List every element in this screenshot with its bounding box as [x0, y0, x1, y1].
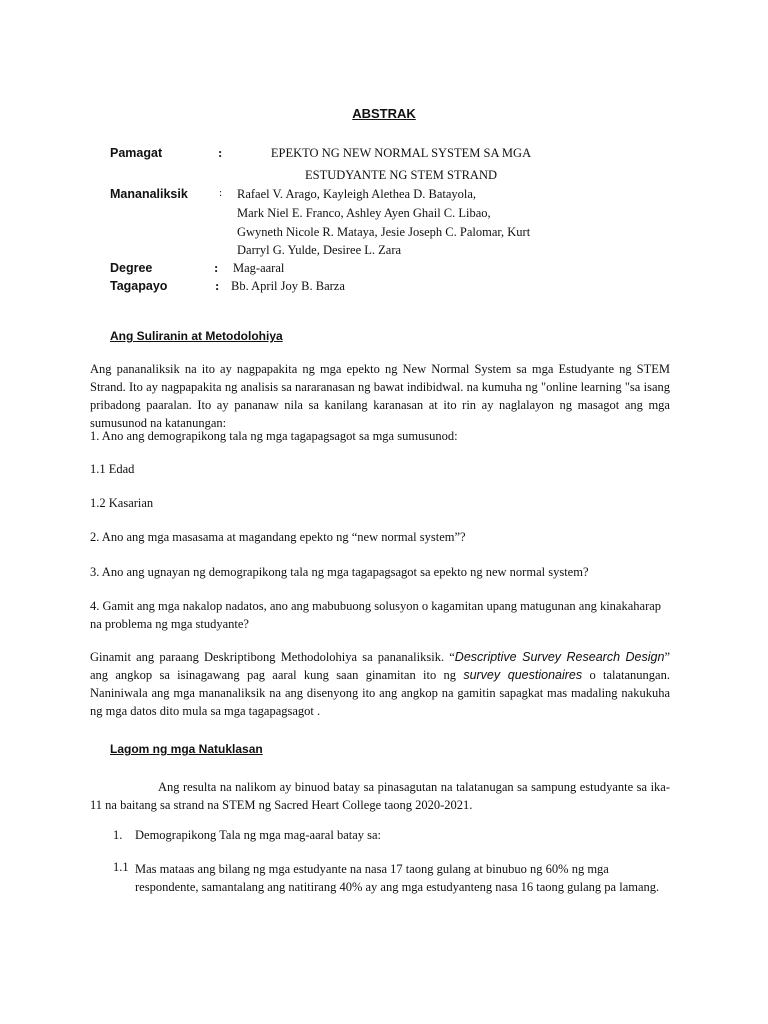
methodology-design-term: Descriptive Survey Research Design: [454, 650, 665, 664]
mananaliksik-label: Mananaliksik: [110, 187, 188, 201]
mananaliksik-line: Darryl G. Yulde, Desiree L. Zara: [237, 243, 402, 257]
pamagat-line2: ESTUDYANTE NG STEM STRAND: [304, 168, 498, 182]
methodology-survey-term: survey questionaires: [463, 668, 583, 682]
lagom-intro-paragraph: Ang resulta na nalikom ay binuod batay sa pinasagutan na talatanugan sa sampung estudyante sa ika- 11 na baitang sa strand na STEM ng Sacred Heart College taong 2020-2021.: [90, 780, 670, 812]
mananaliksik-line: Gwyneth Nicole R. Mataya, Jesie Joseph C. Palomar, Kurt: [237, 225, 531, 239]
findings-item-1-1-text: Mas mataas ang bilang ng mga estudyante na nasa 17 taong gulang at binubuo ng 60% ng mga respondente, samantalang ang natitirang 40% ay ang mga estudyanteng nasa 16 taong gulang pa lamang.: [135, 862, 660, 894]
methodology-text: o talatanungan. Naniniwala ang mga mananaliksik na ang disenyong ito ang angkop na gamitin sapagkat mas madaling nakukuha ng mga datos dito mula sa mga tagapagsagot .: [90, 668, 670, 718]
tagapayo-value: Bb. April Joy B. Barza: [231, 279, 345, 293]
question-3: 3. Ano ang ugnayan ng demograpikong tala ng mga tagapagsagot sa epekto ng new normal system?: [90, 565, 589, 579]
page-title: ABSTRAK: [352, 106, 416, 121]
methodology-paragraph: [90, 648, 670, 720]
pamagat-label: Pamagat: [110, 146, 163, 160]
question-1: 1. Ano ang demograpikong tala ng mga tagapagsagot sa mga sumusunod:: [90, 429, 458, 443]
question-2: 2. Ano ang mga masasama at magandang epekto ng “new normal system”?: [90, 530, 466, 544]
section-heading-suliranin: Ang Suliranin at Metodolohiya: [110, 329, 283, 343]
degree-label: Degree: [110, 261, 153, 275]
mananaliksik-colon: :: [219, 187, 223, 199]
mananaliksik-line: Mark Niel E. Franco, Ashley Ayen Ghail C. Libao,: [237, 206, 491, 220]
mananaliksik-line: Rafael V. Arago, Kayleigh Alethea D. Batayola,: [237, 187, 477, 201]
findings-item-1-text: Demograpikong Tala ng mga mag-aaral batay sa:: [135, 828, 382, 842]
methodology-text: Ginamit ang paraang Deskriptibong Methodolohiya sa pananaliksik. “: [90, 650, 455, 664]
pamagat-line1: EPEKTO NG NEW NORMAL SYSTEM SA MGA: [270, 146, 532, 160]
tagapayo-colon: :: [215, 278, 220, 293]
degree-value: Mag-aaral: [233, 261, 285, 275]
section-heading-lagom: Lagom ng mga Natuklasan: [110, 742, 263, 756]
question-4: 4. Gamit ang mga nakalop nadatos, ano ang mabubuong solusyon o kagamitan upang matugunan ang kinakaharap na problema ng mga studyante?: [90, 599, 662, 631]
question-1-1: 1.1 Edad: [90, 462, 135, 476]
pamagat-colon: :: [218, 145, 223, 160]
tagapayo-label: Tagapayo: [110, 279, 168, 293]
findings-item-1-1-number: 1.1: [113, 860, 129, 874]
findings-item-1-number: 1.: [113, 828, 123, 842]
methodology-text: ” ang angkop sa isinagawang pag aaral kung saan ginamitan ito ng: [90, 650, 670, 682]
intro-paragraph: Ang pananaliksik na ito ay nagpapakita ng mga epekto ng New Normal System sa mga Estudyante ng STEM Strand. Ito ay nagpapakita ng analisis sa nararanasan ng bawat indibidwal. na kumuha ng "online learning "sa isang pribadong paaralan. Ito ay pananaw nila sa kanilang karanasan at ito rin ay naglalayon ng masagot ang mga sumusunod na katanungan:: [90, 362, 670, 430]
degree-colon: :: [214, 260, 219, 275]
question-1-2: 1.2 Kasarian: [90, 496, 154, 510]
